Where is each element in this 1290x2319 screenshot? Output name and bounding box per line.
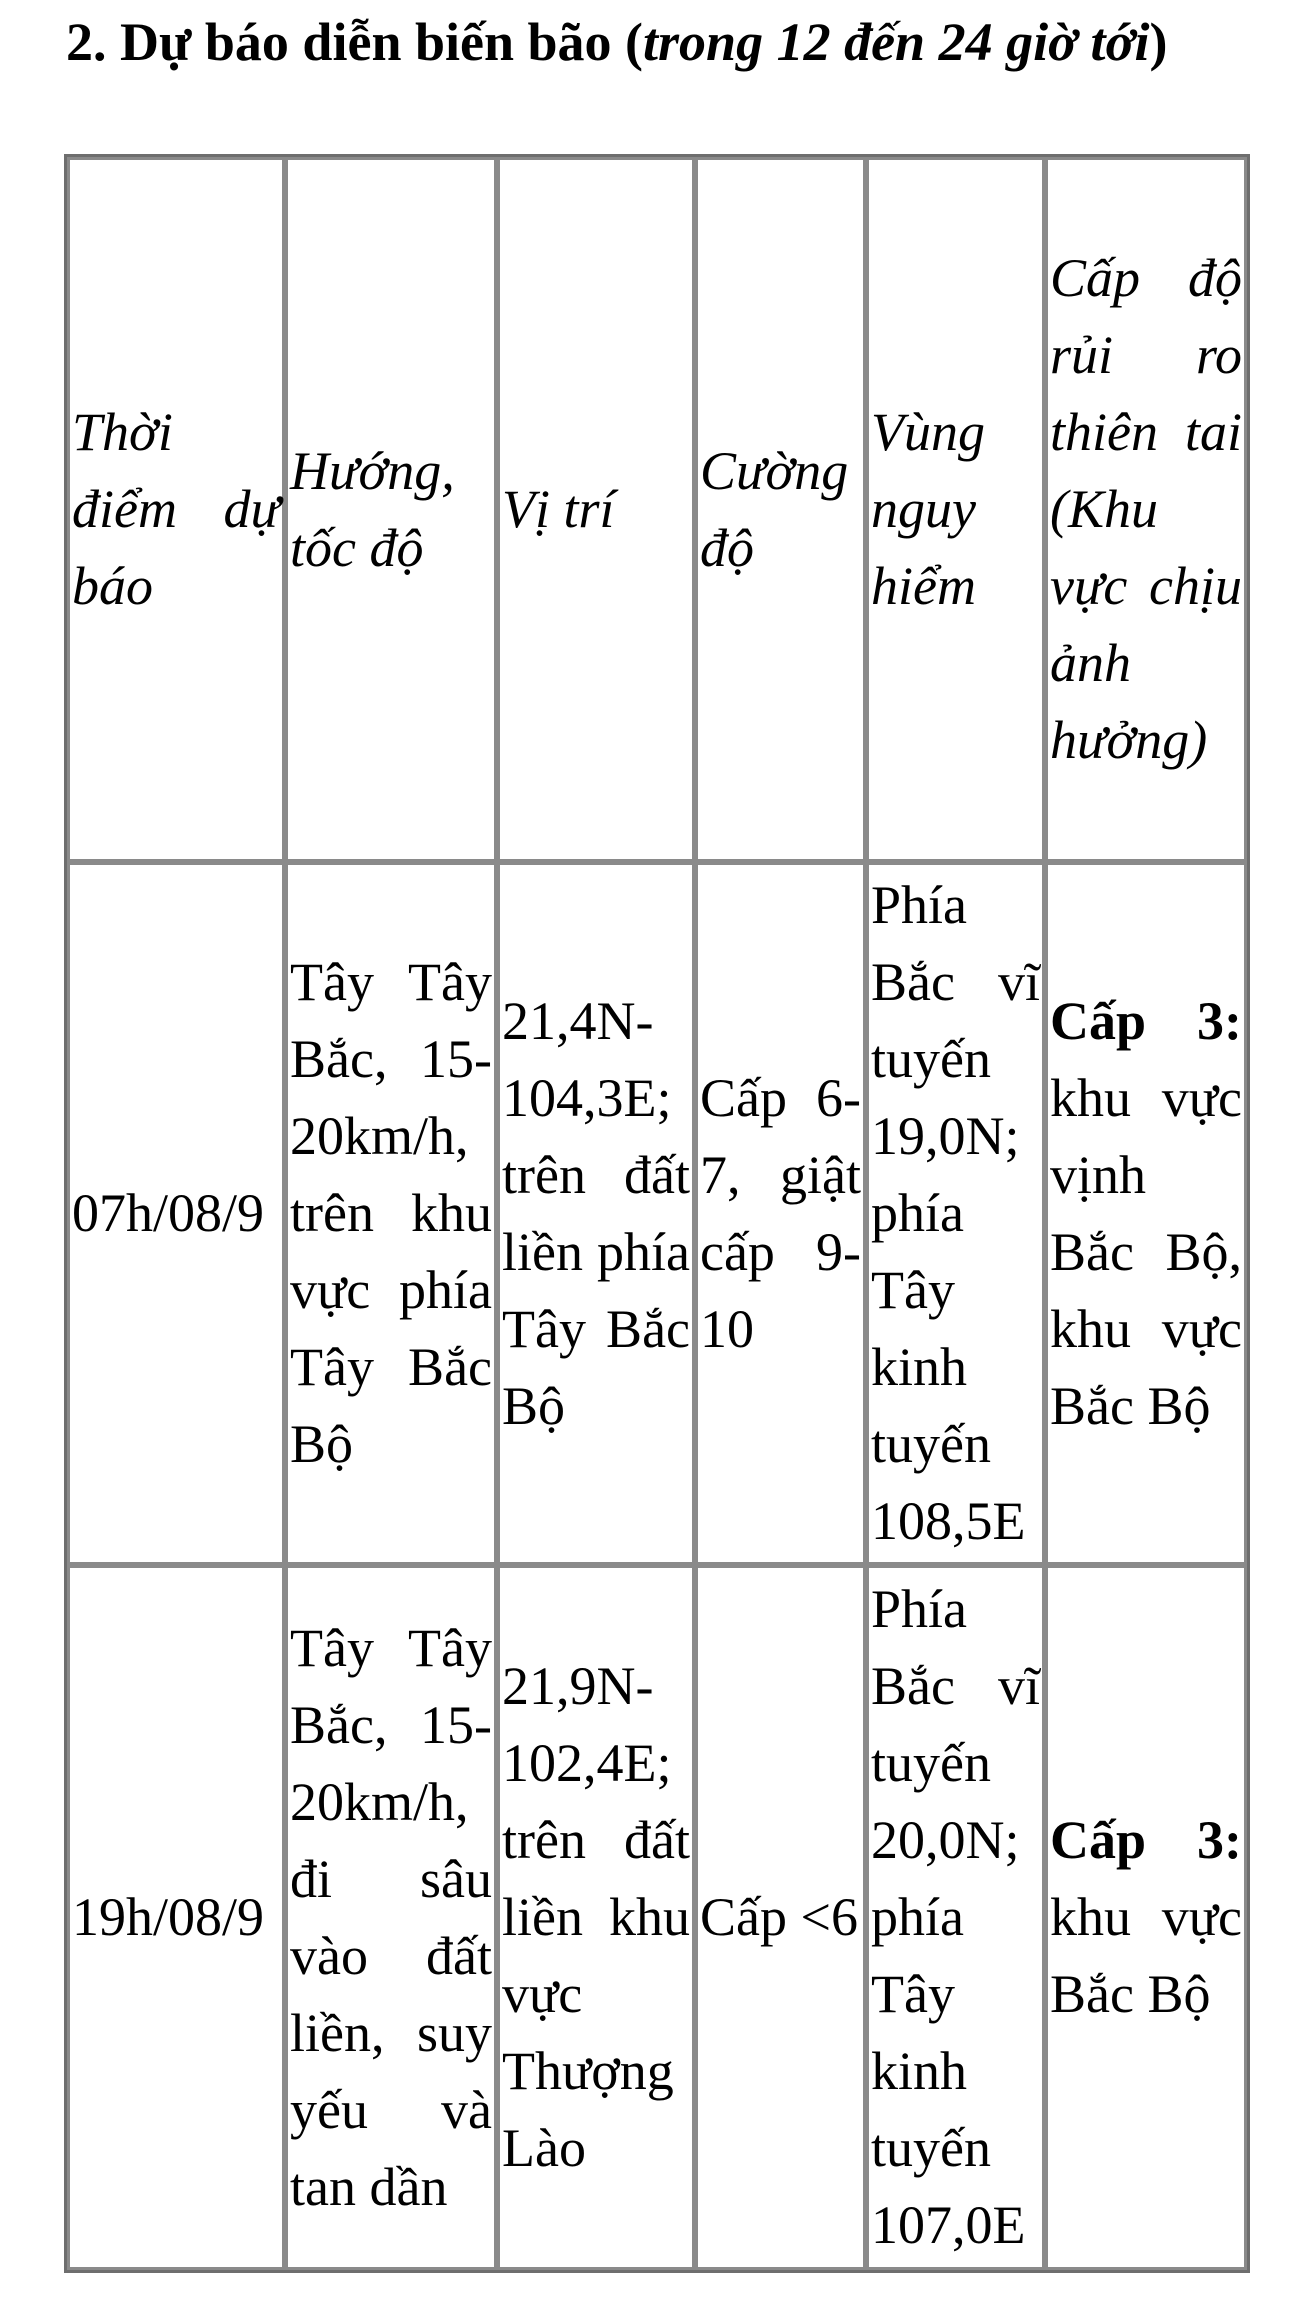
heading-prefix: 2. Dự báo diễn biến bão ( xyxy=(66,12,644,72)
header-intensity: Cường độ xyxy=(695,157,866,862)
storm-forecast-table xyxy=(64,154,1250,2273)
risk-area: khu vực Bắc Bộ xyxy=(1050,1887,1242,2024)
header-time: Thời điểm dự báo xyxy=(67,157,285,862)
header-position: Vị trí xyxy=(497,157,695,862)
header-direction: Hướng, tốc độ xyxy=(285,157,497,862)
cell-intensity: Cấp <6 xyxy=(695,1565,866,2270)
section-heading xyxy=(66,4,1246,80)
table-row xyxy=(67,1565,1247,2270)
cell-position: 21,4N-104,3E; trên đất liền phía Tây Bắc Bộ xyxy=(497,862,695,1565)
risk-level: Cấp 3: xyxy=(1050,990,1242,1051)
cell-time: 19h/08/9 xyxy=(67,1565,285,2270)
table-header-row xyxy=(67,157,1247,862)
cell-direction: Tây Tây Bắc, 15-20km/h, trên khu vực phía Tây Bắc Bộ xyxy=(285,862,497,1565)
cell-position: 21,9N-102,4E; trên đất liền khu vực Thượng Lào xyxy=(497,1565,695,2270)
table-row xyxy=(67,862,1247,1565)
cell-direction: Tây Tây Bắc, 15-20km/h, đi sâu vào đất liền, suy yếu và tan dần xyxy=(285,1565,497,2270)
cell-danger-zone: Phía Bắc vĩ tuyến 19,0N; phía Tây kinh tuyến 108,5E xyxy=(866,862,1045,1565)
header-risk-level: Cấp độ rủi ro thiên tai (Khu vực chịu ảnh hưởng) xyxy=(1045,157,1247,862)
cell-risk xyxy=(1045,862,1247,1565)
risk-area: khu vực vịnh Bắc Bộ, khu vực Bắc Bộ xyxy=(1050,1067,1242,1436)
risk-level: Cấp 3: xyxy=(1050,1810,1242,1870)
cell-intensity: Cấp 6-7, giật cấp 9-10 xyxy=(695,862,866,1565)
heading-italic: trong 12 đến 24 giờ tới xyxy=(643,12,1150,72)
header-danger-zone: Vùng nguy hiểm xyxy=(866,157,1045,862)
cell-time: 07h/08/9 xyxy=(67,862,285,1565)
cell-danger-zone: Phía Bắc vĩ tuyến 20,0N; phía Tây kinh tuyến 107,0E xyxy=(866,1565,1045,2270)
cell-risk xyxy=(1045,1565,1247,2270)
heading-suffix: ) xyxy=(1149,12,1168,72)
